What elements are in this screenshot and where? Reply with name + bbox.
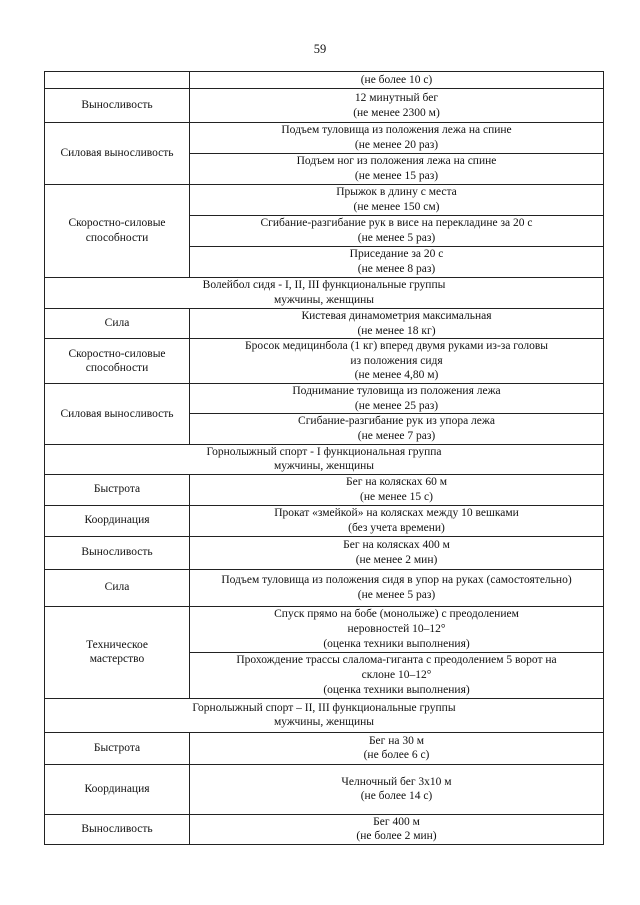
quality-cell [45,185,190,278]
table-row [45,309,604,339]
requirement-text: Кистевая динамометрия максимальная [301,310,492,322]
group-header-text: мужчины, женщины [273,716,375,729]
requirement-cell [190,536,604,569]
group-header-row [45,698,604,732]
requirement-text: (не менее 2300 м) [353,106,440,119]
requirement-text: Челночный бег 3х10 м [341,775,452,788]
table-row [45,123,604,154]
requirement-text: (не менее 18 кг) [357,324,436,337]
group-header-text: Волейбол сидя - I, II, III функциональные группы [202,279,446,292]
requirement-text: (не более 10 с) [360,73,433,86]
quality-text: Координация [84,514,150,527]
requirement-text: (не менее 8 раз) [357,263,436,275]
quality-text: Сила [104,581,130,594]
group-header-text: мужчины, женщины [273,460,375,473]
requirement-cell [190,339,604,384]
requirement-cell [190,384,604,414]
table-row [45,384,604,414]
quality-cell [45,764,190,814]
quality-text: Быстрота [93,741,141,754]
quality-text: Быстрота [93,483,141,496]
requirement-text: (не менее 5 раз) [357,588,436,601]
requirement-text: Бросок медицинбола (1 кг) вперед двумя руками из-за головы [245,340,548,353]
requirement-cell [190,247,604,278]
quality-text: способности [85,362,149,375]
requirement-text: Подъем туловища из положения сидя в упор на руках (самостоятельно) [221,574,572,587]
quality-text: Техническое [86,638,148,651]
quality-cell [45,536,190,569]
requirement-text: Бег 400 м [373,815,420,828]
group-header-cell [45,444,604,474]
requirement-text: Бег на колясках 60 м [346,476,447,489]
requirement-cell [190,89,604,123]
requirement-cell [190,652,604,698]
quality-cell [45,474,190,505]
table-row [45,569,604,606]
requirement-cell [190,606,604,652]
quality-text: Выносливость [81,546,153,559]
quality-cell [45,339,190,384]
table-row [45,185,604,216]
requirement-text: (не менее 20 раз) [354,139,439,151]
group-header-text: мужчины, женщины [273,294,375,306]
table-row [45,505,604,536]
requirement-text: (не менее 4,80 м) [354,369,439,382]
requirement-cell [190,814,604,844]
table-row [45,89,604,123]
requirement-cell [190,764,604,814]
requirement-text: Сгибание-разгибание рук в висе на перекладине за 20 с [260,217,533,230]
requirement-text: (не менее 15 раз) [354,170,439,182]
requirement-text: (не менее 7 раз) [357,429,436,442]
table-row [45,72,604,89]
requirement-text: (не более 2 мин) [356,830,437,843]
requirement-text: склоне 10–12° [361,668,432,681]
quality-text: способности [85,232,149,244]
group-header-cell [45,278,604,309]
table-row [45,606,604,652]
quality-text: Скоростно-силовые [68,217,166,230]
quality-text: Сила [104,317,130,330]
requirement-cell [190,154,604,185]
standards-table-body [45,72,604,845]
quality-text: Выносливость [81,823,153,836]
table-row [45,536,604,569]
table-row [45,474,604,505]
requirement-text: Прокат «змейкой» на колясках между 10 вешками [274,507,519,520]
quality-text: Скоростно-силовые [68,347,166,360]
requirement-text: Бег на 30 м [368,734,425,747]
requirement-text: (оценка техники выполнения) [323,637,470,650]
requirement-cell [190,474,604,505]
requirement-text: (не менее 5 раз) [357,232,436,244]
requirement-text: Приседание за 20 с [349,248,444,261]
requirement-text: Подъем ног из положения лежа на спине [296,155,497,168]
quality-text: Координация [84,782,150,795]
requirement-text: Поднимание туловища из положения лежа [292,385,501,398]
group-header-row [45,278,604,309]
quality-text: Силовая выносливость [60,407,174,420]
table-row [45,732,604,764]
requirement-cell [190,732,604,764]
quality-cell [45,505,190,536]
quality-text: мастерство [89,653,145,666]
requirement-text: Сгибание-разгибание рук из упора лежа [298,415,495,428]
requirement-text: (не более 14 с) [360,790,433,803]
quality-cell [45,814,190,844]
group-header-text: Горнолыжный спорт - I функциональная группа [206,445,442,458]
requirement-cell [190,505,604,536]
quality-cell [45,309,190,339]
requirement-cell [190,309,604,339]
table-row [45,814,604,844]
requirement-cell [190,123,604,154]
requirement-text: неровностей 10–12° [347,622,446,635]
page-number: 59 [313,42,327,56]
table-row [45,339,604,384]
requirement-text: (не менее 25 раз) [354,399,439,412]
quality-cell [45,123,190,185]
requirement-text: (оценка техники выполнения) [323,683,470,696]
requirement-text: Бег на колясках 400 м [343,539,450,552]
quality-text: Выносливость [81,99,153,112]
quality-cell [45,732,190,764]
requirement-text: Спуск прямо на бобе (монолыже) с преодолением [274,608,519,621]
requirement-text: 12 минутный бег [354,91,439,104]
quality-cell-empty [45,72,190,89]
requirement-text: (не менее 2 мин) [355,553,438,566]
requirement-text: из положения сидя [350,354,443,367]
requirement-cell [190,216,604,247]
table-row [45,764,604,814]
requirement-text: Прыжок в длину с места [336,186,457,199]
quality-cell [45,606,190,698]
quality-cell [45,89,190,123]
quality-cell [45,569,190,606]
requirement-cell [190,72,604,89]
quality-text: Силовая выносливость [60,147,174,160]
standards-table [44,71,604,845]
requirement-text: (не более 6 с) [363,749,430,762]
group-header-row [45,444,604,474]
group-header-text: Горнолыжный спорт – II, III функциональные группы [192,701,456,714]
requirement-cell [190,414,604,444]
requirement-text: (не менее 150 см) [353,201,440,213]
quality-cell [45,384,190,444]
requirement-text: (не менее 15 с) [360,490,433,503]
requirement-cell [190,185,604,216]
requirement-text: (без учета времени) [348,521,445,534]
group-header-cell [45,698,604,732]
requirement-cell [190,569,604,606]
requirement-text: Прохождение трассы слалома-гиганта с преодолением 5 ворот на [236,654,557,667]
requirement-text: Подъем туловища из положения лежа на спине [281,124,512,137]
